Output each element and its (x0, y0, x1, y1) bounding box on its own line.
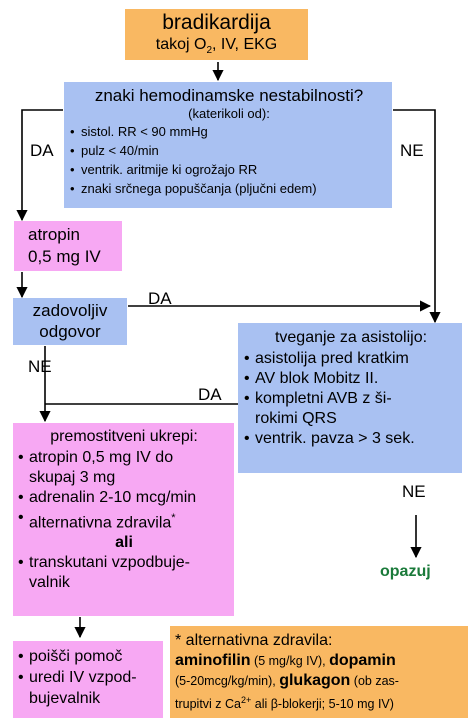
edge-label-no: NE (28, 357, 52, 376)
alternatives-line1: aminofilin (5 mg/kg IV), dopamin (175, 652, 396, 669)
alternatives-line3: trupitvi z $Ca^{2+}$ ali β-blokerji; 5-10 mg IV) (175, 695, 394, 712)
asystole-risk-title: tveganje za asistolijo: (274, 329, 428, 346)
instability-item: • ventrik. aritmije ki ogrožajo RR (70, 160, 388, 179)
bridging-item: • transkutani vzpodbuje- valnik (18, 553, 230, 593)
edge-label-no: NE (400, 141, 424, 160)
help-box (13, 641, 163, 718)
start-box (125, 9, 308, 60)
bridging-item: • adrenalin 2-10 mcg/min (18, 488, 230, 508)
help-item: • uredi IV vzpod- bujevalnik (18, 667, 159, 709)
alternatives-title: * alternativna zdravila: (175, 632, 333, 649)
atropine-box (14, 221, 122, 271)
instability-box (64, 82, 392, 208)
asystole-risk-box (238, 323, 462, 473)
edge-label-no: NE (402, 482, 426, 501)
start-title: bradikardija (162, 11, 271, 34)
bridging-item: • atropin 0,5 mg IV do skupaj 3 mg (18, 448, 230, 488)
alternatives-line2: (5-20mcg/kg/min), glukagon (ob zas- (175, 672, 399, 689)
satisfactory-response-box (13, 298, 127, 345)
bridging-title: premostitveni ukrepi: (50, 428, 198, 445)
arrow-yes-to-atropine (22, 110, 63, 220)
instability-item: • znaki srčnega popuščanja (pljučni edem) (70, 179, 388, 198)
asystole-risk-item: • ventrik. pavza > 3 sek. (244, 429, 458, 449)
asystole-risk-list (244, 349, 458, 449)
asystole-risk-item: • asistolija pred kratkim (244, 349, 458, 369)
help-item: • poišči pomoč (18, 646, 159, 667)
help-list (18, 646, 159, 709)
instability-note: (katerikoli od): (188, 106, 270, 121)
edge-label-yes: DA (198, 385, 222, 404)
instability-item: • pulz < 40/min (70, 141, 388, 160)
bridging-measures-box (13, 423, 234, 616)
instability-list (70, 122, 388, 198)
edge-label-yes: DA (148, 289, 172, 308)
bridging-item: • alternativna zdravila* (18, 508, 230, 533)
start-subtitle: takoj $O_2$, IV, EKG (155, 36, 278, 57)
bridging-list-alt (18, 553, 230, 593)
bridging-list (18, 448, 230, 533)
bridging-or-label: ali (115, 534, 133, 552)
satisfactory-line1: zadovoljiv (32, 301, 108, 320)
alternatives-box (170, 626, 468, 718)
asystole-risk-item: • AV blok Mobitz II. (244, 369, 458, 389)
instability-item: • sistol. RR < 90 mmHg (70, 122, 388, 141)
satisfactory-line2: odgovor (39, 322, 101, 341)
instability-title: znaki hemodinamske nestabilnosti? (94, 86, 364, 105)
observe-label: opazuj (380, 563, 431, 580)
atropine-label: atropin (28, 225, 80, 244)
atropine-dose: 0,5 mg IV (28, 247, 101, 266)
edge-label-yes: DA (30, 141, 54, 160)
asystole-risk-item: • kompletni AVB z ši- rokimi QRS (244, 389, 458, 429)
